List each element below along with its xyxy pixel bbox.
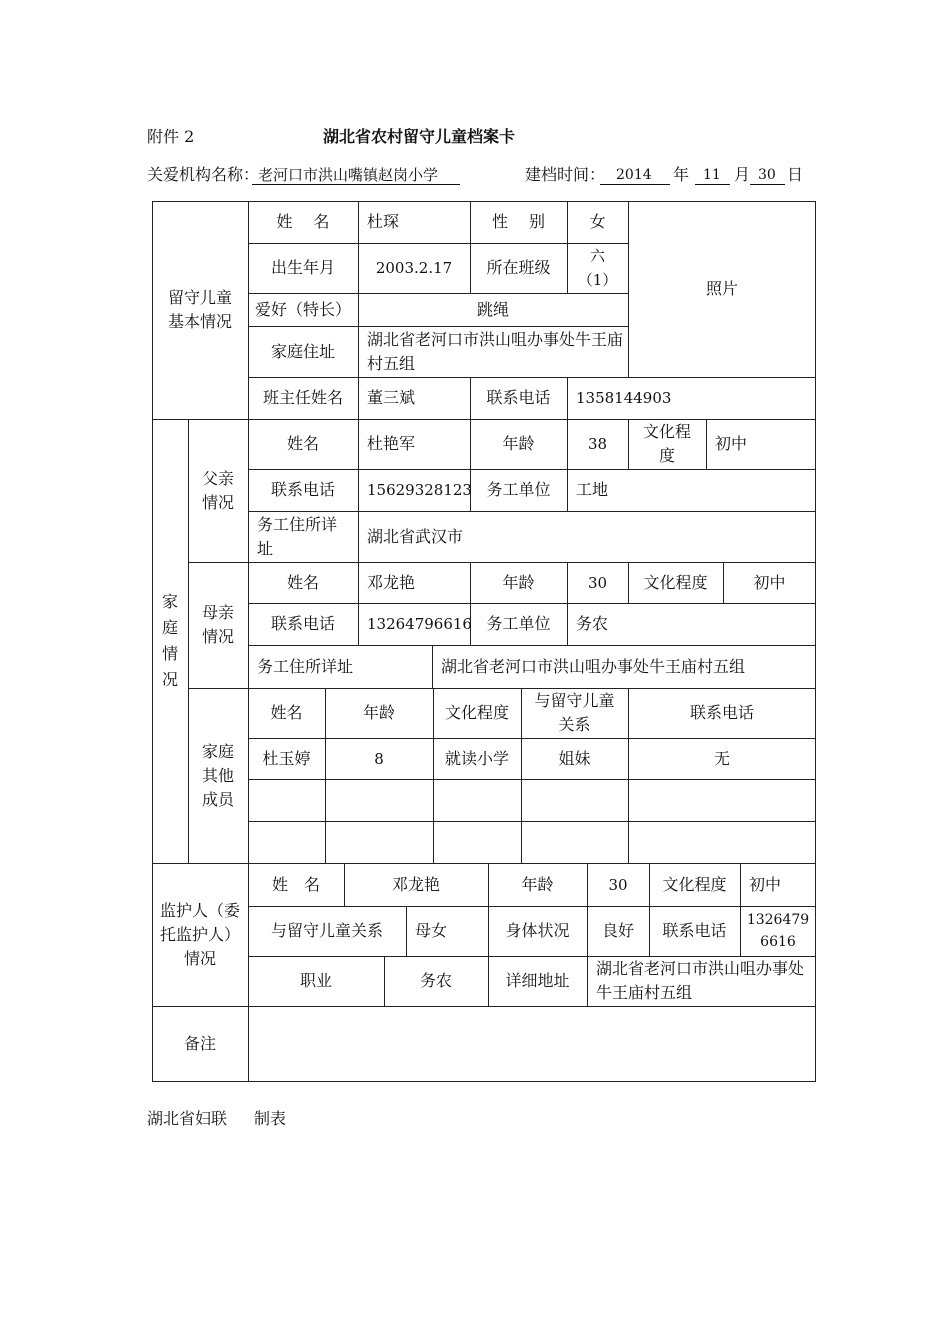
remarks-value (248, 1006, 816, 1081)
birth-value: 2003.2.17 (375, 259, 453, 277)
child-name-value: 杜琛 (367, 212, 400, 231)
members-header-relation: 与留守儿童 关系 (534, 691, 615, 734)
teacher-phone-label: 联系电话 (486, 388, 551, 407)
father-work-label: 务工单位 (486, 480, 551, 499)
member-education: 就读小学 (444, 748, 509, 768)
remarks-label: 备注 (183, 1033, 216, 1053)
guardian-health-value: 良好 (601, 921, 634, 940)
mother-work-label: 务工单位 (486, 614, 551, 633)
father-edu-label: 文化程 度 (642, 422, 691, 465)
mother-age-value: 30 (587, 573, 608, 592)
guardian-edu-label: 文化程度 (662, 874, 727, 894)
mother-phone-value: 13264796616 (367, 615, 472, 633)
section-father: 父亲 情况 (201, 468, 234, 512)
section-mother: 母亲 情况 (201, 603, 234, 646)
mother-edu-value: 初中 (753, 572, 786, 592)
org-underline (252, 184, 460, 185)
mother-name-value: 邓龙艳 (367, 572, 416, 592)
father-edu-value: 初中 (715, 434, 748, 453)
father-phone-label: 联系电话 (270, 480, 335, 499)
attachment-label: 附件 2 (147, 127, 195, 146)
gender-label: 性 别 (491, 212, 546, 231)
guardian-age-value: 30 (608, 875, 628, 894)
teacher-value: 董三斌 (367, 388, 416, 407)
guardian-job-label: 职业 (299, 971, 332, 990)
photo-placeholder: 照片 (705, 279, 738, 298)
address-value: 湖北省老河口市洪山咀办事处牛王庙村五组 (367, 329, 624, 373)
father-addr-label: 务工住所详 址 (257, 514, 338, 558)
date-label: 建档时间： (525, 165, 606, 184)
document-title: 湖北省农村留守儿童档案卡 (323, 127, 516, 146)
month-unit: 月 (734, 165, 751, 184)
father-addr-value: 湖北省武汉市 (367, 526, 464, 546)
birth-label: 出生年月 (270, 258, 335, 277)
guardian-health-label: 身体状况 (505, 921, 570, 940)
father-work-value: 工地 (576, 480, 609, 499)
year-underline (600, 184, 670, 185)
father-age-value: 38 (587, 435, 608, 453)
members-header-name: 姓名 (270, 703, 303, 722)
member-name: 杜玉婷 (262, 748, 311, 768)
hobby-value: 跳绳 (476, 299, 509, 319)
org-value: 老河口市洪山嘴镇赵岗小学 (258, 166, 439, 184)
hobby-label: 爱好（特长） (254, 299, 351, 319)
guardian-phone-value: 1326479 6616 (746, 912, 810, 950)
section-family: 家 庭 情 况 (161, 592, 178, 689)
guardian-name-value: 邓龙艳 (391, 874, 440, 894)
section-basic-info: 留守儿童 基本情况 (167, 288, 232, 331)
guardian-name-label: 姓 名 (271, 874, 320, 894)
guardian-edu-value: 初中 (749, 874, 782, 894)
section-guardian: 监护人（委 托监护人） 情况 (159, 900, 240, 968)
day-value: 30 (758, 167, 776, 183)
mother-phone-label: 联系电话 (270, 614, 335, 633)
address-label: 家庭住址 (270, 341, 335, 361)
guardian-relation-value: 母女 (415, 921, 448, 940)
guardian-age-label: 年龄 (521, 874, 554, 894)
guardian-addr-value: 湖北省老河口市洪山咀办事处牛王庙村五组 (596, 959, 805, 1002)
guardian-addr-label: 详细地址 (505, 971, 570, 990)
day-underline (750, 184, 785, 185)
mother-work-value: 务农 (576, 614, 609, 633)
guardian-job-value: 务农 (419, 971, 452, 990)
class-label: 所在班级 (486, 258, 551, 277)
footer-maker: 湖北省妇联 (147, 1109, 228, 1128)
member-age: 8 (374, 749, 384, 768)
father-age-label: 年龄 (502, 434, 535, 453)
guardian-phone-label: 联系电话 (662, 921, 727, 940)
guardian-relation-label: 与留守儿童关系 (270, 921, 383, 940)
gender-value: 女 (589, 212, 606, 231)
day-unit: 日 (787, 165, 804, 184)
father-phone-value: 15629328123 (367, 481, 472, 499)
teacher-phone-value: 1358144903 (576, 389, 672, 407)
members-header-age: 年龄 (362, 703, 395, 722)
month-value: 11 (703, 167, 721, 183)
mother-edu-label: 文化程度 (643, 572, 708, 592)
members-header-phone: 联系电话 (689, 703, 754, 722)
father-name-value: 杜艳军 (367, 434, 416, 453)
father-name-label: 姓名 (286, 434, 319, 453)
mother-age-label: 年龄 (502, 572, 535, 592)
year-unit: 年 (673, 165, 690, 184)
member-relation: 姐妹 (558, 748, 591, 768)
mother-name-label: 姓名 (286, 572, 319, 592)
teacher-label: 班主任姓名 (262, 388, 343, 407)
member-phone: 无 (713, 748, 730, 768)
class-value: 六 （1） (577, 247, 618, 289)
footer-made: 制表 (254, 1109, 287, 1128)
month-underline (695, 184, 730, 185)
members-header-education: 文化程度 (444, 703, 509, 722)
mother-addr-label: 务工住所详址 (257, 656, 354, 676)
org-label: 关爱机构名称： (147, 165, 260, 184)
child-name-label: 姓 名 (276, 212, 330, 231)
section-other-members: 家庭 其他 成员 (201, 741, 234, 809)
mother-addr-value: 湖北省老河口市洪山咀办事处牛王庙村五组 (441, 656, 746, 676)
year-value: 2014 (616, 167, 652, 183)
